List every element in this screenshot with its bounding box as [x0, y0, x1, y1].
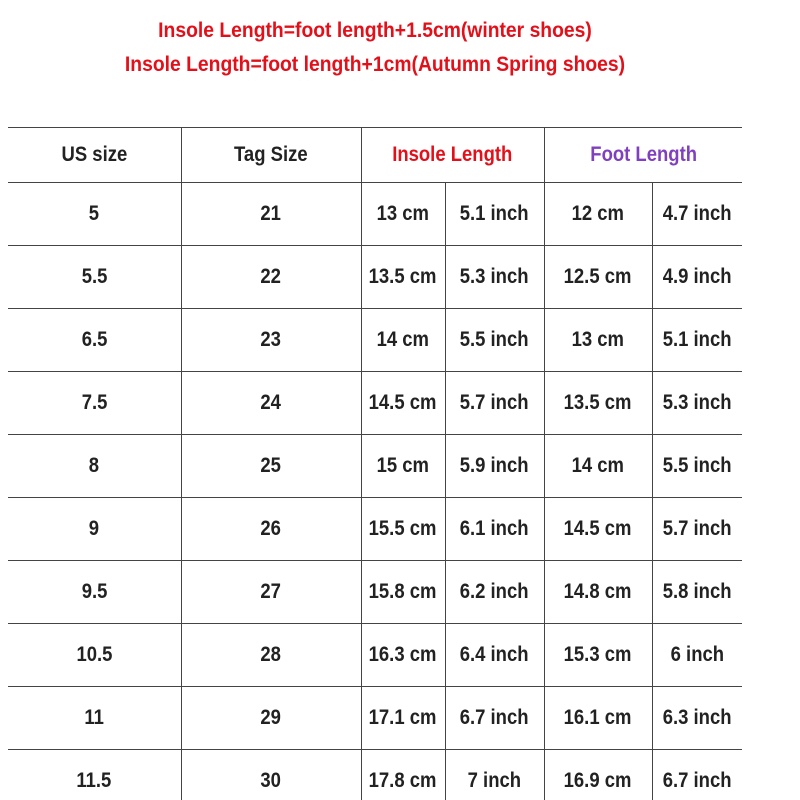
insole-cm-cell: 16.3 cm [361, 624, 445, 687]
table-row [8, 183, 742, 246]
insole-cm-cell: 15.5 cm [361, 498, 445, 561]
header-row [8, 128, 742, 183]
header-insole-length [361, 128, 544, 183]
us-size-cell: 7.5 [8, 372, 181, 435]
table-row [8, 309, 742, 372]
header-us-size: US size [8, 128, 181, 183]
tag-size-cell: 29 [181, 687, 361, 750]
header-insole-label: Insole Length [392, 143, 513, 166]
foot-cm-cell: 16.1 cm [544, 687, 652, 750]
foot-cm-cell: 12 cm [544, 183, 652, 246]
insole-cm-cell: 14.5 cm [361, 372, 445, 435]
foot-cm-cell: 16.9 cm [544, 750, 652, 800]
foot-inch-cell: 4.7 inch [652, 183, 742, 246]
us-size-cell: 9.5 [8, 561, 181, 624]
tag-size-cell: 24 [181, 372, 361, 435]
insole-inch-cell: 6.2 inch [445, 561, 544, 624]
us-size-cell: 10.5 [8, 624, 181, 687]
table-row [8, 624, 742, 687]
tag-size-cell: 28 [181, 624, 361, 687]
header-tag-size: Tag Size [181, 128, 361, 183]
insole-inch-cell: 7 inch [445, 750, 544, 800]
tag-size-cell: 27 [181, 561, 361, 624]
tag-size-cell: 23 [181, 309, 361, 372]
size-chart-table [8, 127, 742, 800]
insole-inch-cell: 5.1 inch [445, 183, 544, 246]
table-row [8, 561, 742, 624]
insole-inch-cell: 6.4 inch [445, 624, 544, 687]
table-row [8, 498, 742, 561]
foot-cm-cell: 14.8 cm [544, 561, 652, 624]
note-autumn-spring: Insole Length=foot length+1cm(Autumn Spring shoes) [124, 53, 626, 76]
insole-inch-cell: 5.5 inch [445, 309, 544, 372]
insole-cm-cell: 13.5 cm [361, 246, 445, 309]
us-size-cell: 5.5 [8, 246, 181, 309]
foot-inch-cell: 4.9 inch [652, 246, 742, 309]
tag-size-cell: 25 [181, 435, 361, 498]
insole-inch-cell: 6.7 inch [445, 687, 544, 750]
header-foot-length [544, 128, 742, 183]
insole-cm-cell: 15.8 cm [361, 561, 445, 624]
insole-cm-cell: 14 cm [361, 309, 445, 372]
insole-cm-cell: 17.8 cm [361, 750, 445, 800]
table-body [8, 183, 742, 800]
tag-size-cell: 26 [181, 498, 361, 561]
us-size-cell: 9 [8, 498, 181, 561]
foot-inch-cell: 6.7 inch [652, 750, 742, 800]
foot-cm-cell: 14 cm [544, 435, 652, 498]
table-row [8, 435, 742, 498]
size-notes [0, 14, 750, 82]
foot-inch-cell: 5.7 inch [652, 498, 742, 561]
table-row [8, 246, 742, 309]
tag-size-cell: 30 [181, 750, 361, 800]
foot-cm-cell: 15.3 cm [544, 624, 652, 687]
table-header [8, 128, 742, 183]
us-size-cell: 8 [8, 435, 181, 498]
foot-inch-cell: 5.1 inch [652, 309, 742, 372]
insole-cm-cell: 17.1 cm [361, 687, 445, 750]
foot-inch-cell: 5.8 inch [652, 561, 742, 624]
foot-inch-cell: 5.3 inch [652, 372, 742, 435]
us-size-cell: 11 [8, 687, 181, 750]
foot-cm-cell: 13.5 cm [544, 372, 652, 435]
table-row [8, 687, 742, 750]
foot-cm-cell: 12.5 cm [544, 246, 652, 309]
foot-cm-cell: 13 cm [544, 309, 652, 372]
foot-cm-cell: 14.5 cm [544, 498, 652, 561]
tag-size-cell: 22 [181, 246, 361, 309]
foot-inch-cell: 6 inch [652, 624, 742, 687]
insole-inch-cell: 5.7 inch [445, 372, 544, 435]
table-row [8, 372, 742, 435]
table-row [8, 750, 742, 800]
header-foot-label: Foot Length [589, 143, 697, 166]
foot-inch-cell: 5.5 inch [652, 435, 742, 498]
insole-inch-cell: 5.3 inch [445, 246, 544, 309]
insole-cm-cell: 15 cm [361, 435, 445, 498]
insole-inch-cell: 6.1 inch [445, 498, 544, 561]
us-size-cell: 11.5 [8, 750, 181, 800]
us-size-cell: 5 [8, 183, 181, 246]
insole-inch-cell: 5.9 inch [445, 435, 544, 498]
foot-inch-cell: 6.3 inch [652, 687, 742, 750]
note-winter: Insole Length=foot length+1.5cm(winter shoes) [158, 19, 592, 42]
us-size-cell: 6.5 [8, 309, 181, 372]
insole-cm-cell: 13 cm [361, 183, 445, 246]
tag-size-cell: 21 [181, 183, 361, 246]
